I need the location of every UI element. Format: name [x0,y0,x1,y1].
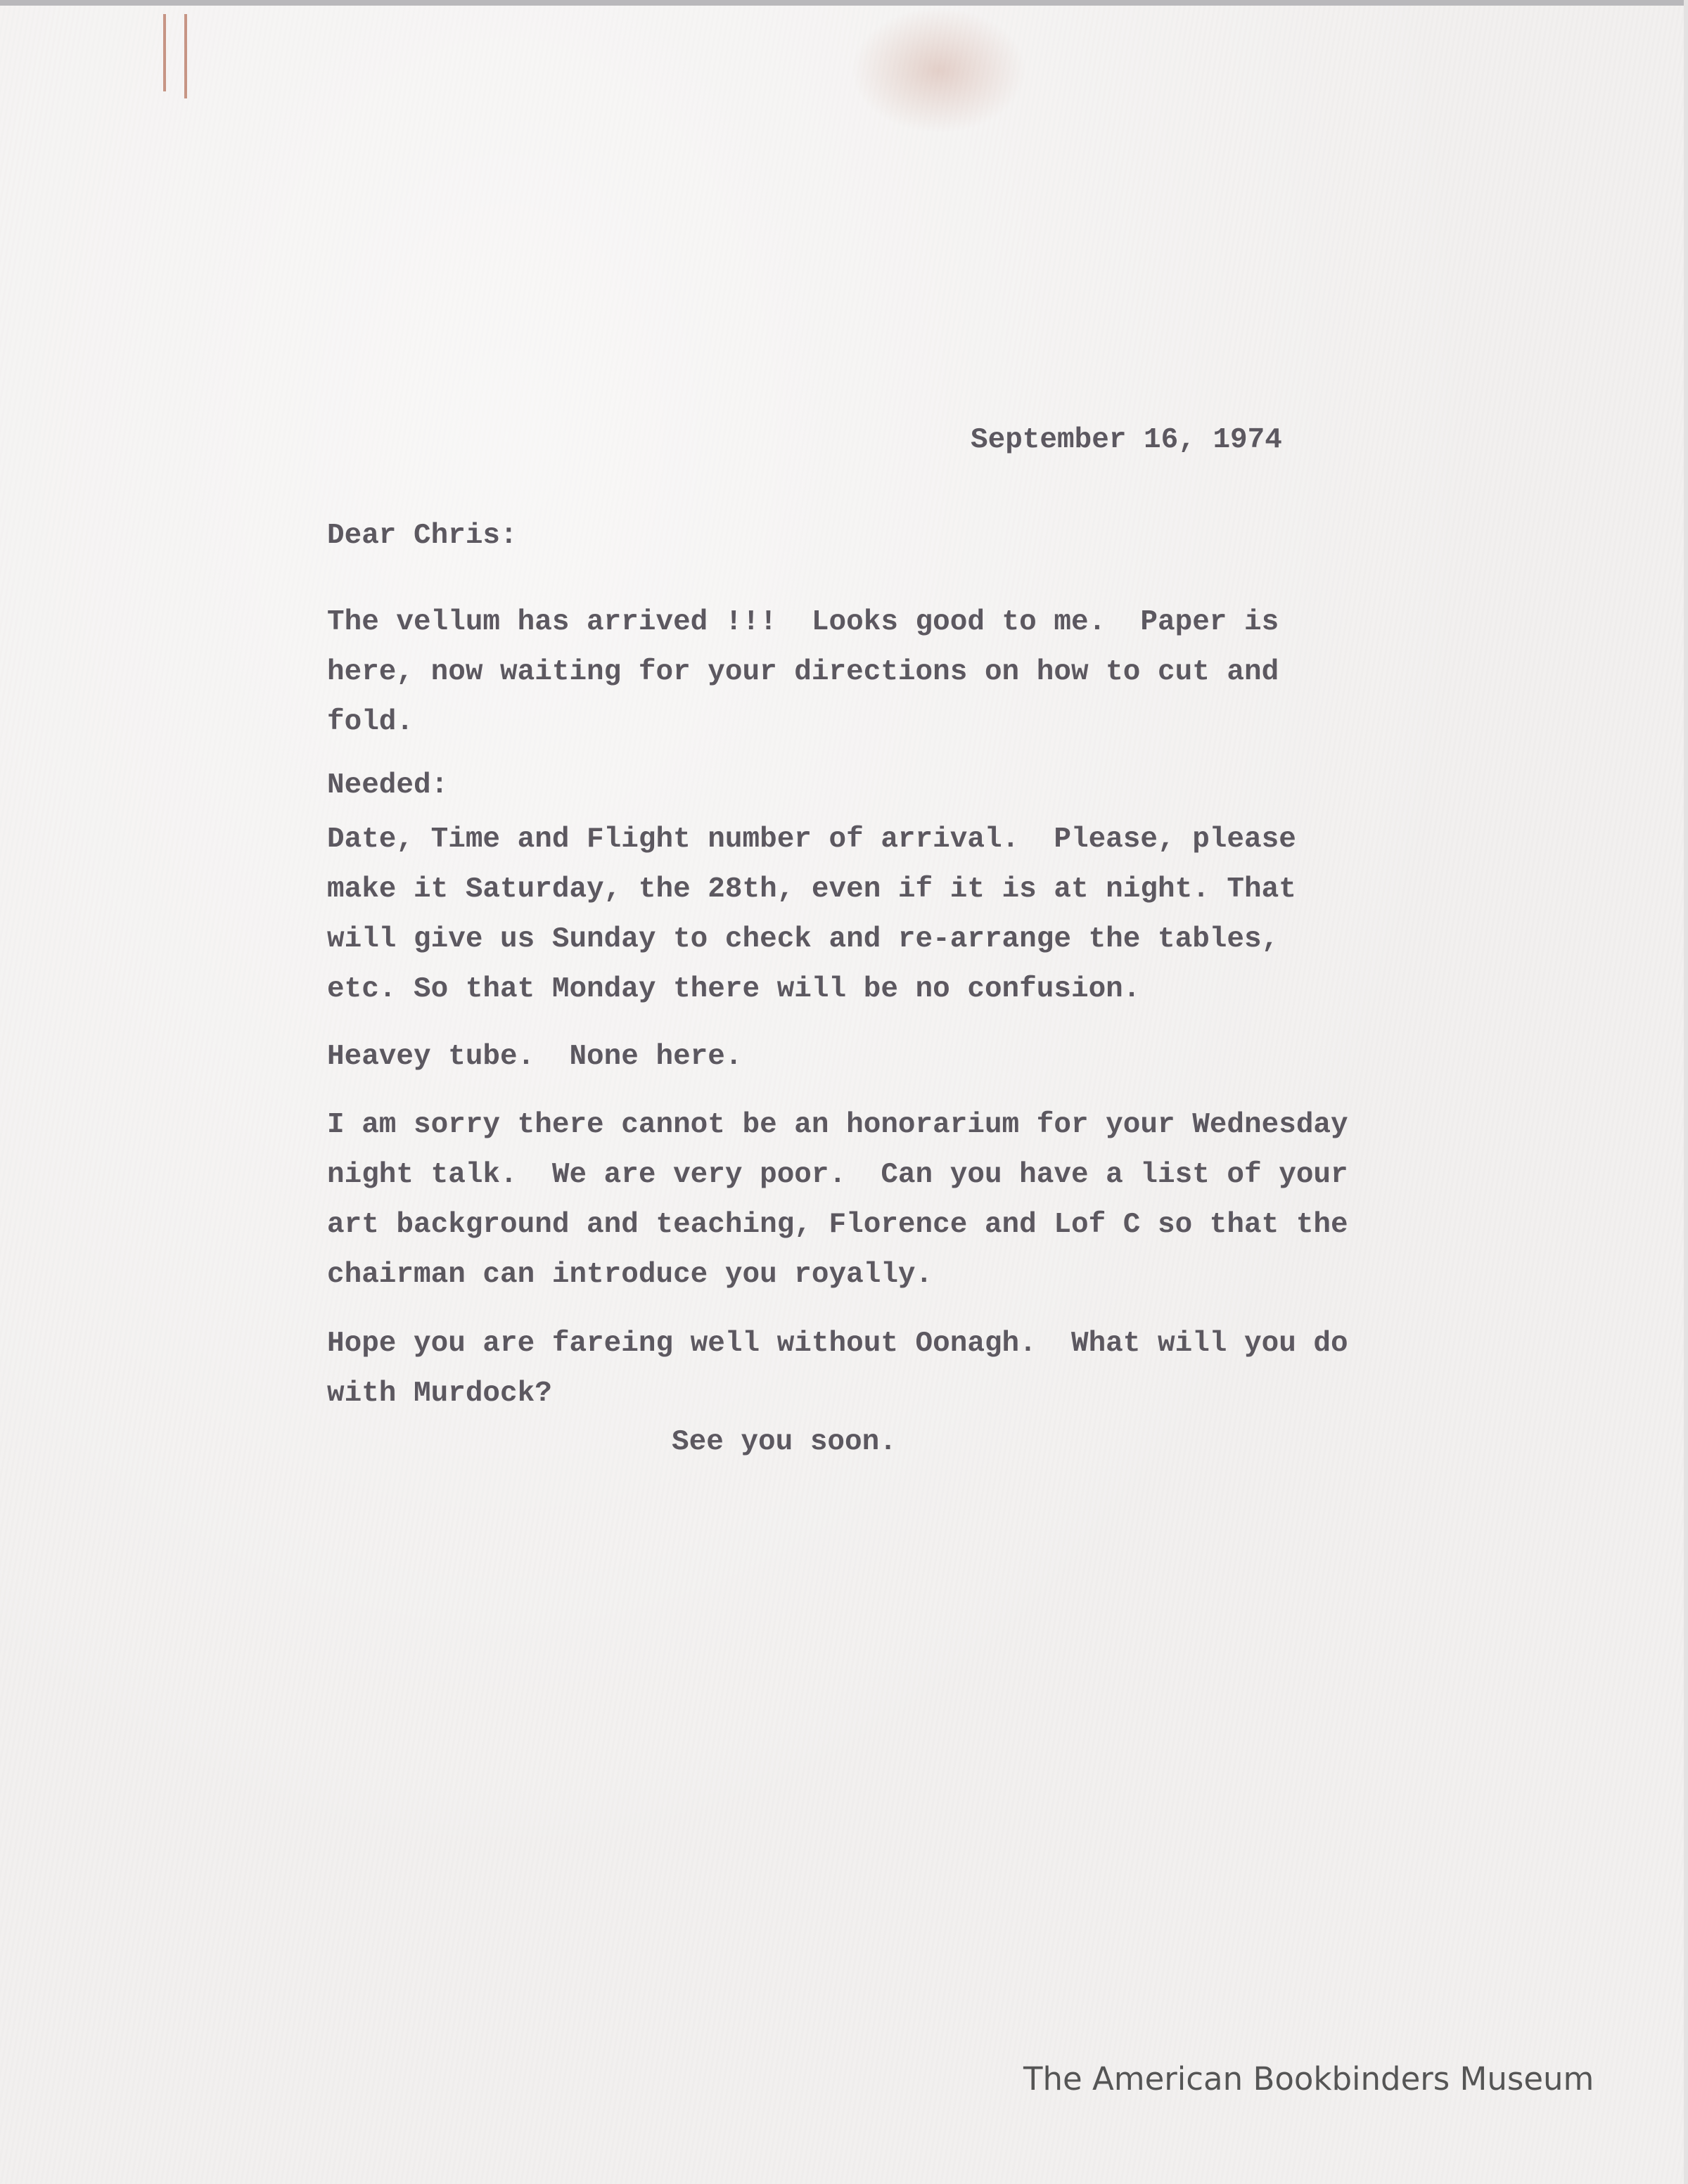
text-line: I am sorry there cannot be an honorarium for your Wednesday [327,1109,1348,1141]
salutation: Dear Chris: [327,520,518,552]
closing: See you soon. [672,1426,897,1458]
rust-mark [184,14,187,98]
text-line: night talk. We are very poor. Can you have a list of your [327,1159,1348,1191]
text-line: make it Saturday, the 28th, even if it is at night. That [327,873,1296,906]
text-line: Hope you are fareing well without Oonagh. What will you do [327,1328,1348,1360]
scan-right-edge [1684,0,1688,2184]
text-line: art background and teaching, Florence and Lof C so that the [327,1209,1348,1241]
needed-heading: Needed: [327,769,449,802]
rust-stain [851,7,1027,134]
museum-watermark: The American Bookbinders Museum [1023,2060,1594,2098]
text-line: chairman can introduce you royally. [327,1259,933,1291]
scan-top-edge [0,0,1688,6]
paragraph-vellum [327,598,1279,747]
letter-date: September 16, 1974 [971,424,1282,456]
paragraph-arrival [327,815,1296,1015]
text-line: Date, Time and Flight number of arrival. Please, please [327,823,1296,856]
paragraph-tube [327,1032,743,1082]
rust-mark [163,14,166,91]
text-line: The vellum has arrived !!! Looks good to me. Paper is [327,606,1279,638]
text-line: Heavey tube. None here. [327,1041,743,1073]
text-line: with Murdock? [327,1377,552,1410]
text-line: will give us Sunday to check and re-arrange the tables, [327,923,1279,956]
text-line: fold. [327,706,414,738]
text-line: etc. So that Monday there will be no confusion. [327,973,1141,1006]
paragraph-oonagh [327,1319,1348,1419]
paragraph-honorarium [327,1100,1348,1300]
text-line: here, now waiting for your directions on how to cut and [327,656,1279,688]
